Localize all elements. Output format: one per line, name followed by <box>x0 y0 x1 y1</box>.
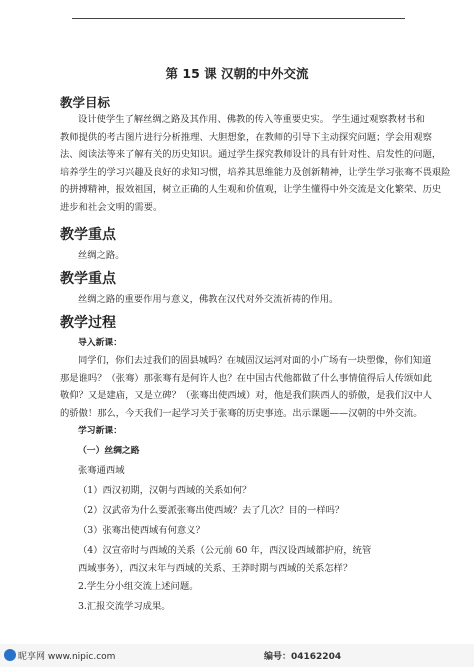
objectives-line: 法、阅读法等来了解有关的历史知识。通过学生探究教师设计的具有针对性、启发性的问题， <box>60 149 442 160</box>
watermark-bar <box>0 644 474 667</box>
sub-heading: 张骞通西域 <box>78 465 125 476</box>
key-point-text-2: 丝绸之路的重要作用与意义，佛教在汉代对外交流祈祷的作用。 <box>78 294 339 305</box>
objectives-heading: 教学目标 <box>60 95 111 110</box>
question-2: （2）汉武帝为什么要派张骞出使西域？去了几次？目的一样吗？ <box>78 505 345 516</box>
key-point-text-1: 丝绸之路。 <box>78 250 125 261</box>
objectives-line: 培养学生的学习兴趣及良好的求知习惯，培养其思维能力及创新精神，让学生学习张骞不畏艰险 <box>60 166 451 178</box>
section-silk-road: （一）丝绸之路 <box>78 446 140 456</box>
site-logo-icon <box>4 649 16 661</box>
header-rule <box>72 18 405 19</box>
intro-paragraph <box>60 352 432 422</box>
intro-line: 敬仰？又是建庙，又是立碑？（张骞出使西域）对，他是我们陕西人的骄傲，是我们汉中人 <box>60 390 432 401</box>
intro-line: 的骄傲！那么，今天我们一起学习关于张骞的历史事迹。出示课题——汉朝的中外交流。 <box>60 407 423 419</box>
objectives-line: 设计使学生了解丝绸之路及其作用、佛教的传入等重要史实。 学生通过观察教材书和 <box>78 114 425 125</box>
intro-line: 那是谁吗？（张骞）那张骞有是何许人也？在中国古代他都做了什么事情值得后人传颂如此 <box>60 372 432 384</box>
lesson-title: 第 15 课 汉朝的中外交流 <box>165 66 309 81</box>
key-point-heading-1: 教学重点 <box>60 227 116 243</box>
step-3: 3.汇报交流学习成果。 <box>78 601 171 612</box>
key-point-heading-2: 教学重点 <box>60 271 116 287</box>
step-2: 2.学生分小组交流上述问题。 <box>78 581 199 592</box>
process-heading: 教学过程 <box>60 315 116 331</box>
intro-line: 同学们，你们去过我们的固县城吗？在城固汉运河对面的小广场有一块塑像，你们知道 <box>78 355 432 366</box>
question-3: （3）张骞出使西域有何意义？ <box>78 525 205 536</box>
objectives-line: 的拼搏精神，报效祖国，树立正确的人生观和价值观，让学生懂得中外交流是文化繁荣、历史 <box>60 184 442 195</box>
question-4-cont: 西域事务），西汉末年与西域的关系、王莽时期与西域的关系怎样？ <box>78 563 353 574</box>
objectives-line: 进步和社会文明的需要。 <box>60 201 163 213</box>
objectives-paragraph <box>60 111 451 216</box>
objectives-line: 教师提供的考古图片进行分析推理、大胆想象，在教师的引导下主动探究问题；学会用观察 <box>60 131 432 143</box>
new-lesson-label: 学习新课： <box>78 426 122 436</box>
question-1: （1）西汉初期，汉朝与西域的关系如何？ <box>78 485 252 496</box>
watermark-id: 编号：04162204 <box>264 652 342 662</box>
question-4: （4）汉宣帝时与西域的关系（公元前 60 年，西汉设西域都护府，统管 <box>78 545 372 556</box>
watermark-site-text: 昵享网 www.nipic.com <box>18 652 116 662</box>
watermark-site <box>4 649 115 662</box>
intro-label: 导入新课： <box>78 338 122 348</box>
